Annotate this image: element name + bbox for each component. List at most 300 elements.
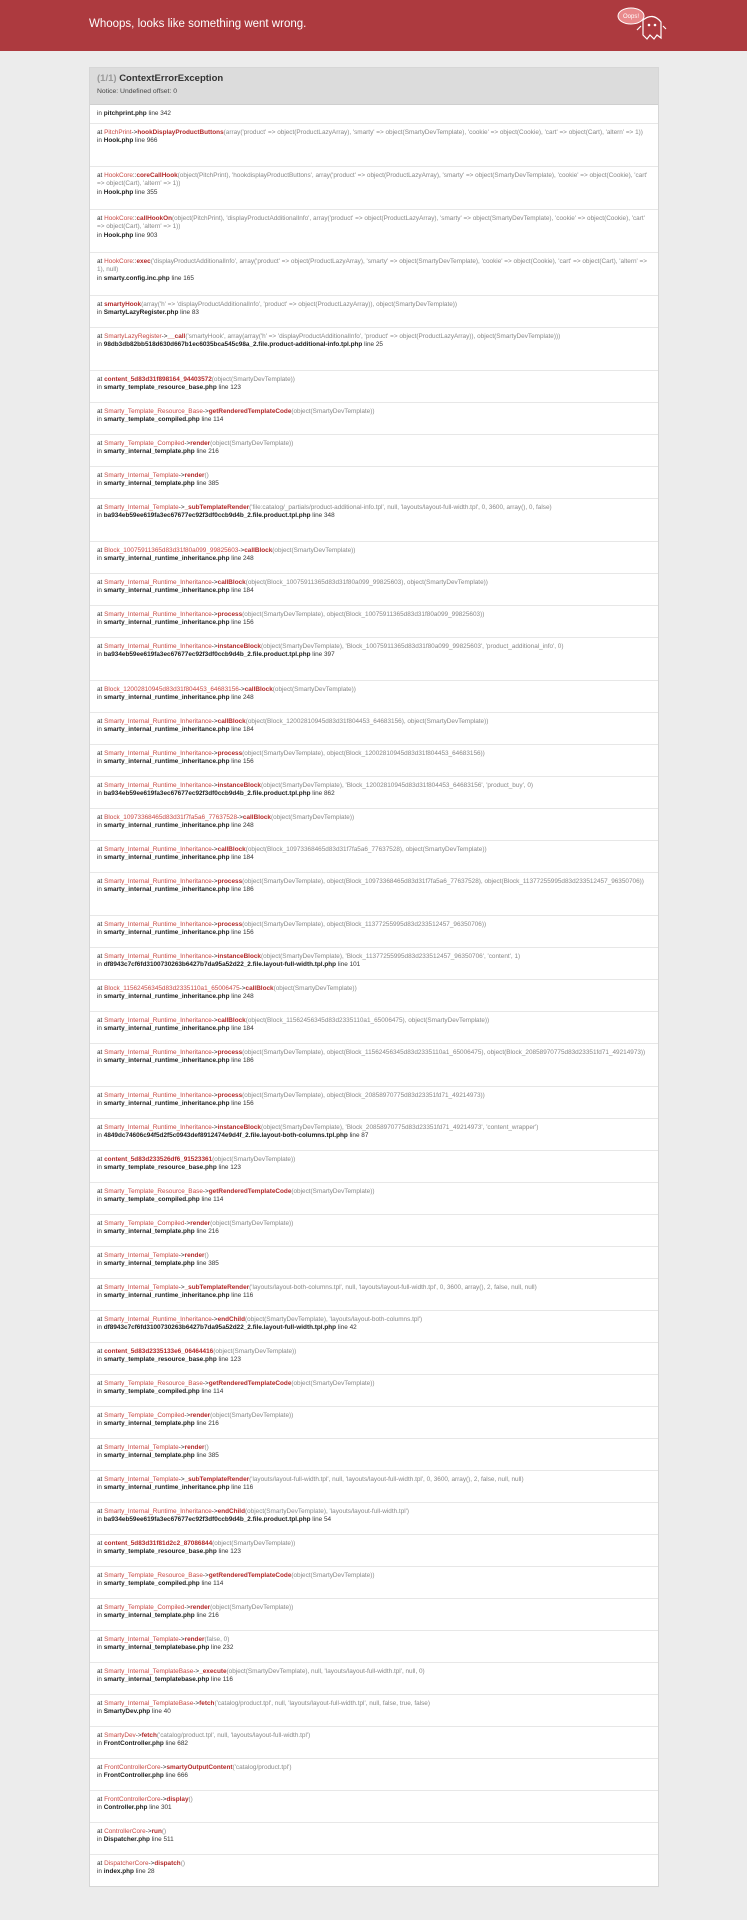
stack-frame	[90, 1438, 658, 1470]
frame-function[interactable]: content_5d83d31f898164_94403572	[104, 376, 212, 383]
frame-operator: ->	[202, 408, 209, 415]
frame-location	[97, 480, 651, 488]
stack-frame	[90, 1598, 658, 1630]
frame-at: at	[97, 579, 103, 586]
frame-class[interactable]: Smarty_Template_Compiled	[104, 440, 185, 447]
stack-frame	[90, 1758, 658, 1790]
stack-frame	[90, 680, 658, 712]
frame-file[interactable]: smarty.config.inc.php	[103, 274, 170, 282]
frame-function[interactable]: run	[151, 1828, 162, 1835]
frame-function[interactable]: getRenderedTemplateCode	[208, 1188, 292, 1195]
frame-at: at	[97, 1636, 103, 1643]
frame-location	[97, 1548, 651, 1556]
frame-at: at	[97, 814, 103, 821]
frame-function[interactable]: process	[217, 921, 243, 928]
frame-file[interactable]: FrontController.php	[103, 1772, 164, 1780]
frame-file[interactable]: smarty_internal_runtime_inheritance.php	[103, 854, 230, 862]
frame-args: (object(SmartyDevTemplate), 'Block_11377255995d83d233512457_96350706', 'content', 1)	[260, 953, 521, 960]
frame-function[interactable]: render	[184, 1444, 205, 1451]
frame-at: at	[97, 1604, 103, 1611]
frame-location	[97, 726, 651, 734]
frame-call	[97, 1476, 651, 1484]
frame-at: at	[97, 878, 103, 885]
frame-class[interactable]: Smarty_Internal_Template	[104, 1444, 179, 1451]
frame-line: line 862	[312, 790, 335, 798]
frame-function[interactable]: endChild	[217, 1316, 245, 1323]
frame-operator: ->	[211, 1092, 218, 1099]
frame-class[interactable]: Smarty_Internal_Runtime_Inheritance	[104, 643, 212, 650]
frame-in: in	[97, 1644, 102, 1652]
frame-file[interactable]: smarty_internal_runtime_inheritance.php	[103, 993, 230, 1001]
frame-function[interactable]: getRenderedTemplateCode	[208, 408, 292, 415]
frame-location	[97, 384, 651, 392]
frame-class[interactable]: ControllerCore	[104, 1828, 146, 1835]
frame-line: line 83	[180, 309, 199, 317]
frame-line: line 186	[231, 1057, 254, 1065]
frame-file[interactable]: smarty_template_compiled.php	[103, 1388, 200, 1396]
frame-function[interactable]: callBlock	[244, 686, 273, 693]
frame-operator: ->	[178, 1636, 185, 1643]
frame-at: at	[97, 718, 103, 725]
frame-function[interactable]: callBlock	[217, 579, 246, 586]
frame-call	[97, 172, 651, 189]
frame-class[interactable]: Smarty_Internal_Runtime_Inheritance	[104, 1017, 212, 1024]
frame-class[interactable]: Smarty_Template_Resource_Base	[104, 1572, 203, 1579]
frame-in: in	[97, 929, 102, 937]
frame-class[interactable]: Smarty_Internal_Runtime_Inheritance	[104, 718, 212, 725]
stack-frame	[90, 1790, 658, 1822]
frame-class[interactable]: Smarty_Internal_TemplateBase	[104, 1700, 194, 1707]
frame-class[interactable]: Block_10973368465d83d31f7fa5a6_77637528	[104, 814, 238, 821]
frame-class[interactable]: FrontControllerCore	[104, 1764, 161, 1771]
frame-in: in	[97, 1057, 102, 1065]
frame-operator: ->	[184, 440, 191, 447]
frame-line: line 184	[231, 854, 254, 862]
frame-location	[97, 1676, 651, 1684]
frame-function[interactable]: hookDisplayProductButtons	[137, 129, 224, 136]
frame-call	[97, 1412, 651, 1420]
frame-file[interactable]: Hook.php	[103, 231, 134, 239]
stack-frame	[90, 979, 658, 1011]
frame-in: in	[97, 1164, 102, 1172]
frame-at: at	[97, 376, 103, 383]
frame-class[interactable]: Smarty_Internal_TemplateBase	[104, 1668, 194, 1675]
frame-file[interactable]: smarty_internal_template.php	[103, 1228, 195, 1236]
frame-file[interactable]: smarty_internal_runtime_inheritance.php	[103, 886, 230, 894]
frame-class[interactable]: Smarty_Internal_Runtime_Inheritance	[104, 1508, 212, 1515]
frame-function[interactable]: callBlock	[217, 718, 246, 725]
frame-file[interactable]: pitchprint.php	[103, 110, 147, 117]
frame-line: line 25	[364, 341, 383, 349]
frame-line: line 248	[231, 822, 254, 830]
frame-args: ('layouts/layout-full-width.tpl', null, 'layouts/layout-full-width.tpl', 0, 3600, array(), 2, false, null, null)	[249, 1476, 524, 1483]
frame-file[interactable]: smarty_template_resource_base.php	[103, 1548, 217, 1556]
frame-class[interactable]: Smarty_Internal_Runtime_Inheritance	[104, 878, 212, 885]
frame-file[interactable]: smarty_template_resource_base.php	[103, 384, 217, 392]
frame-operator: ->	[202, 1572, 209, 1579]
frame-file[interactable]: smarty_internal_runtime_inheritance.php	[103, 1292, 230, 1300]
frame-file[interactable]: index.php	[103, 1868, 134, 1876]
frame-at: at	[97, 1017, 103, 1024]
frame-line: line 116	[231, 1484, 254, 1492]
frame-class[interactable]: FrontControllerCore	[104, 1796, 161, 1803]
frame-file[interactable]: Hook.php	[103, 137, 134, 145]
frame-file[interactable]: Dispatcher.php	[103, 1836, 150, 1844]
frame-args: (object(SmartyDevTemplate))	[213, 1348, 297, 1355]
frame-in: in	[97, 1868, 102, 1876]
frame-in: in	[97, 1676, 102, 1684]
frame-file[interactable]: Hook.php	[103, 188, 134, 196]
frame-operator: ->	[178, 1284, 185, 1291]
frame-operator: ->	[160, 1764, 167, 1771]
frame-function[interactable]: _subTemplateRender	[184, 1284, 250, 1291]
frame-class[interactable]: HookCore	[104, 258, 133, 265]
frame-args: ('smartyHook', array(array('h' => 'displayProductAdditionalInfo', 'product' => object(ProductLazyArray)), object(SmartyDevTemplate)))	[185, 333, 561, 340]
frame-class[interactable]: PitchPrint	[104, 129, 132, 136]
stack-frame	[90, 1310, 658, 1342]
frame-file[interactable]: smarty_internal_templatebase.php	[103, 1644, 210, 1652]
frame-file[interactable]: FrontController.php	[103, 1740, 164, 1748]
frame-class[interactable]: Smarty_Internal_Runtime_Inheritance	[104, 579, 212, 586]
frame-at: at	[97, 129, 103, 136]
frame-in: in	[97, 1484, 102, 1492]
frame-class[interactable]: Smarty_Internal_Runtime_Inheritance	[104, 846, 212, 853]
frame-line: line 511	[151, 1836, 174, 1844]
frame-file[interactable]: smarty_internal_template.php	[103, 1260, 195, 1268]
frame-function[interactable]: content_5d83d2335133e6_06464416	[104, 1348, 214, 1355]
frame-in: in	[97, 1548, 102, 1556]
frame-operator: ->	[211, 1316, 218, 1323]
frame-class[interactable]: Smarty_Template_Compiled	[104, 1604, 185, 1611]
frame-line: line 385	[196, 1260, 219, 1268]
frame-class[interactable]: Smarty_Template_Resource_Base	[104, 1188, 203, 1195]
frame-in: in	[97, 555, 102, 563]
frame-call	[97, 1348, 651, 1356]
frame-file[interactable]: SmartyLazyRegister.php	[103, 309, 179, 317]
frame-file[interactable]: smarty_template_resource_base.php	[103, 1164, 217, 1172]
frame-file[interactable]: smarty_internal_template.php	[103, 1420, 195, 1428]
frame-file[interactable]: ba934eb59ee619fa3ec67677ec92f3df0ccb9d4b_2.file.product.tpl.php	[103, 790, 311, 798]
frame-class[interactable]: HookCore	[104, 172, 133, 179]
frame-at: at	[97, 611, 103, 618]
frame-class[interactable]: Block_12002810945d83d31f804453_64683156	[104, 686, 239, 693]
frame-file[interactable]: smarty_internal_runtime_inheritance.php	[103, 1057, 230, 1065]
frame-at: at	[97, 504, 103, 511]
frame-at: at	[97, 846, 103, 853]
frame-call	[97, 1636, 651, 1644]
frame-operator: ->	[178, 472, 185, 479]
frame-operator: ->	[135, 1732, 142, 1739]
frame-class[interactable]: Smarty_Internal_Template	[104, 1284, 179, 1291]
frame-file[interactable]: ba934eb59ee619fa3ec67677ec92f3df0ccb9d4b_2.file.product.tpl.php	[103, 1516, 311, 1524]
frame-in: in	[97, 1612, 102, 1620]
frame-function[interactable]: getRenderedTemplateCode	[208, 1572, 292, 1579]
frame-function[interactable]: process	[217, 1049, 243, 1056]
frame-location	[97, 619, 651, 627]
frame-at: at	[97, 1124, 103, 1131]
frame-function[interactable]: process	[217, 611, 243, 618]
frame-function[interactable]: render	[190, 440, 211, 447]
frame-file[interactable]: smarty_template_compiled.php	[103, 416, 200, 424]
stack-frame	[90, 209, 658, 252]
stack-frame	[90, 1822, 658, 1854]
frame-in: in	[97, 416, 102, 424]
frame-in: in	[97, 231, 102, 239]
frame-class[interactable]: Smarty_Template_Resource_Base	[104, 1380, 203, 1387]
frame-location	[97, 993, 651, 1001]
frame-call	[97, 921, 651, 929]
stack-frame	[90, 1406, 658, 1438]
stack-frame	[90, 808, 658, 840]
frame-in: in	[97, 384, 102, 392]
frame-line: line 184	[231, 1025, 254, 1033]
frame-function[interactable]: instanceBlock	[217, 782, 261, 789]
frame-call	[97, 1796, 651, 1804]
frame-args: (object(SmartyDevTemplate))	[210, 1412, 294, 1419]
frame-file[interactable]: smarty_internal_runtime_inheritance.php	[103, 1025, 230, 1033]
frame-file[interactable]: smarty_template_compiled.php	[103, 1196, 200, 1204]
frame-location	[97, 854, 651, 862]
frame-file[interactable]: ba934eb59ee619fa3ec67677ec92f3df0ccb9d4b_2.file.product.tpl.php	[103, 512, 311, 520]
frame-in: in	[97, 1292, 102, 1300]
stack-frame	[90, 1534, 658, 1566]
frame-file[interactable]: smarty_internal_runtime_inheritance.php	[103, 822, 230, 830]
frame-class[interactable]: Smarty_Internal_Runtime_Inheritance	[104, 921, 212, 928]
frame-in: in	[97, 341, 102, 349]
frame-operator: ->	[193, 1700, 200, 1707]
frame-class[interactable]: Smarty_Internal_Runtime_Inheritance	[104, 1092, 212, 1099]
stack-frame	[90, 1246, 658, 1278]
frame-function[interactable]: content_5d83d31f81d2c2_87086844	[104, 1540, 213, 1547]
frame-function[interactable]: callBlock	[217, 1017, 246, 1024]
frame-in: in	[97, 137, 102, 145]
frame-class[interactable]: Smarty_Internal_Runtime_Inheritance	[104, 750, 212, 757]
stack-frame	[90, 1150, 658, 1182]
frame-line: line 116	[211, 1676, 233, 1684]
frame-args: (object(SmartyDevTemplate))	[272, 547, 356, 554]
frame-args: (object(Block_12002810945d83d31f804453_64683156), object(SmartyDevTemplate))	[245, 718, 489, 725]
frame-file[interactable]: 4849dc74606c94f5d2f5c0943def8912474e9d4f_2.file.layout-both-columns.tpl.php	[103, 1132, 348, 1140]
frame-at: at	[97, 643, 103, 650]
frame-in: in	[97, 1772, 102, 1780]
frame-at: at	[97, 1796, 103, 1803]
frame-in: in	[97, 1452, 102, 1460]
frame-function[interactable]: render	[190, 1412, 211, 1419]
frame-location	[97, 232, 651, 240]
frame-operator: ->	[211, 921, 218, 928]
frame-location	[97, 822, 651, 830]
frame-call	[97, 1668, 651, 1676]
frame-class[interactable]: Smarty_Internal_Template	[104, 1636, 179, 1643]
frame-file[interactable]: smarty_template_compiled.php	[103, 1580, 200, 1588]
frame-function[interactable]: instanceBlock	[217, 1124, 261, 1131]
frame-location	[97, 1228, 651, 1236]
frame-args: ()	[204, 1444, 209, 1451]
frame-args: ('catalog/product.tpl', null, 'layouts/layout-full-width.tpl')	[156, 1732, 311, 1739]
frame-args: (object(SmartyDevTemplate))	[273, 985, 357, 992]
frame-function[interactable]: dispatch	[154, 1860, 181, 1867]
frame-class[interactable]: Smarty_Internal_Template	[104, 504, 179, 511]
frame-class[interactable]: Smarty_Template_Resource_Base	[104, 408, 203, 415]
frame-function[interactable]: __call	[167, 333, 186, 340]
frame-class[interactable]: Smarty_Internal_Template	[104, 1252, 179, 1259]
frame-function[interactable]: instanceBlock	[217, 643, 261, 650]
frame-file[interactable]: Controller.php	[103, 1804, 148, 1812]
frame-function[interactable]: coreCallHook	[136, 172, 178, 179]
frame-in: in	[97, 1740, 102, 1748]
frame-location	[97, 275, 651, 283]
frame-file[interactable]: 98db3db82bb518d630d667b1ec6035bca545c98a_2.file.product-additional-info.tpl.php	[103, 341, 363, 349]
frame-function[interactable]: fetch	[141, 1732, 157, 1739]
frame-class[interactable]: Smarty_Internal_Runtime_Inheritance	[104, 1049, 212, 1056]
frame-location	[97, 1612, 651, 1620]
stack-frame	[90, 1374, 658, 1406]
frame-function[interactable]: instanceBlock	[217, 953, 261, 960]
frame-function[interactable]: process	[217, 1092, 243, 1099]
frame-file[interactable]: smarty_internal_template.php	[103, 1452, 195, 1460]
stack-frame	[90, 1662, 658, 1694]
frame-file[interactable]: smarty_template_resource_base.php	[103, 1356, 217, 1364]
frame-file[interactable]: smarty_internal_runtime_inheritance.php	[103, 929, 230, 937]
frame-function[interactable]: _subTemplateRender	[184, 1476, 250, 1483]
frame-file[interactable]: smarty_internal_template.php	[103, 448, 195, 456]
frame-in: in	[97, 790, 102, 798]
frame-function[interactable]: getRenderedTemplateCode	[208, 1380, 292, 1387]
frame-function[interactable]: callBlock	[244, 547, 273, 554]
frame-file[interactable]: smarty_internal_template.php	[103, 480, 195, 488]
frame-line: line 301	[149, 1804, 172, 1812]
frame-call	[97, 1049, 651, 1057]
frame-function[interactable]: callBlock	[242, 814, 271, 821]
frame-args: (object(SmartyDevTemplate), object(Block_20858970775d83d23351fd71_49214973))	[242, 1092, 485, 1099]
frame-file[interactable]: smarty_internal_runtime_inheritance.php	[103, 587, 230, 595]
frame-function[interactable]: callBlock	[245, 985, 274, 992]
frame-in: in	[97, 993, 102, 1001]
frame-at: at	[97, 1316, 103, 1323]
frame-operator: ->	[238, 547, 245, 554]
frame-file[interactable]: SmartyDev.php	[103, 1708, 151, 1716]
frame-line: line 101	[337, 961, 361, 969]
frame-function[interactable]: render	[190, 1220, 211, 1227]
error-header	[0, 0, 747, 51]
frame-function[interactable]: _subTemplateRender	[184, 504, 250, 511]
frame-class[interactable]: Smarty_Template_Compiled	[104, 1412, 185, 1419]
frame-class[interactable]: Block_10075911365d83d31f80a099_99825603	[104, 547, 239, 554]
frame-in: in	[97, 651, 102, 659]
frame-call	[97, 1700, 651, 1708]
frame-operator: ->	[211, 1049, 218, 1056]
frame-file[interactable]: smarty_internal_runtime_inheritance.php	[103, 694, 230, 702]
frame-class[interactable]: Smarty_Template_Compiled	[104, 1220, 185, 1227]
frame-file[interactable]: df8943c7cf6fd3100730263b6427b7da95a52d22_2.file.layout-full-width.tpl.php	[103, 961, 337, 969]
frame-function[interactable]: render	[184, 472, 205, 479]
frame-function[interactable]: process	[217, 878, 243, 885]
frame-operator: ->	[178, 1444, 185, 1451]
frame-file[interactable]: smarty_internal_runtime_inheritance.php	[103, 1484, 230, 1492]
frame-function[interactable]: content_5d83d233526df6_91523361	[104, 1156, 213, 1163]
frame-in: in	[97, 1580, 102, 1588]
frame-function[interactable]: display	[166, 1796, 189, 1803]
frame-function[interactable]: render	[184, 1636, 205, 1643]
frame-line: line 114	[201, 416, 224, 424]
frame-at: at	[97, 1508, 103, 1515]
stack-frame	[90, 123, 658, 166]
stack-frame	[90, 402, 658, 434]
frame-function[interactable]: smartyOutputContent	[166, 1764, 233, 1771]
frame-operator: ->	[211, 643, 218, 650]
frame-function[interactable]: exec	[136, 258, 151, 265]
frame-function[interactable]: _execute	[199, 1668, 227, 1675]
frame-call	[97, 1860, 651, 1868]
frame-class[interactable]: Smarty_Internal_Runtime_Inheritance	[104, 1316, 212, 1323]
frame-call	[97, 1732, 651, 1740]
frame-in: in	[97, 1260, 102, 1268]
frame-class[interactable]: Smarty_Internal_Runtime_Inheritance	[104, 1124, 212, 1131]
frame-operator: ->	[202, 1188, 209, 1195]
frame-class[interactable]: Block_11562456345d83d2335110a1_65006475	[104, 985, 240, 992]
frame-call	[97, 1220, 651, 1228]
frame-file[interactable]: smarty_internal_runtime_inheritance.php	[103, 555, 230, 563]
frame-class[interactable]: HookCore	[104, 215, 133, 222]
frame-function[interactable]: callHookOn	[136, 215, 172, 222]
frame-class[interactable]: SmartyLazyRegister	[104, 333, 162, 340]
frame-args: (object(SmartyDevTemplate), 'layouts/layout-full-width.tpl')	[244, 1508, 410, 1515]
frame-line: line 123	[218, 1164, 241, 1172]
stack-frame	[90, 712, 658, 744]
frame-in: in	[97, 448, 102, 456]
frame-args: (object(SmartyDevTemplate))	[211, 376, 295, 383]
frame-line: line 216	[196, 1612, 219, 1620]
frame-args: (object(SmartyDevTemplate))	[291, 408, 375, 415]
frame-file[interactable]: smarty_internal_templatebase.php	[103, 1676, 210, 1684]
frame-function[interactable]: process	[217, 750, 243, 757]
frame-file[interactable]: smarty_internal_runtime_inheritance.php	[103, 619, 230, 627]
frame-location	[97, 1356, 651, 1364]
frame-function[interactable]: endChild	[217, 1508, 245, 1515]
frame-call	[97, 1604, 651, 1612]
frame-file[interactable]: smarty_internal_runtime_inheritance.php	[103, 1100, 230, 1108]
frame-function[interactable]: render	[184, 1252, 205, 1259]
frame-class[interactable]: DispatcherCore	[104, 1860, 149, 1867]
frame-file[interactable]: smarty_internal_template.php	[103, 1612, 195, 1620]
frame-file[interactable]: smarty_internal_runtime_inheritance.php	[103, 758, 230, 766]
frame-location	[97, 790, 651, 798]
frame-line: line 355	[135, 188, 158, 196]
frame-function[interactable]: callBlock	[217, 846, 246, 853]
frame-function[interactable]: fetch	[199, 1700, 215, 1707]
frame-function[interactable]: render	[190, 1604, 211, 1611]
frame-operator: ->	[211, 846, 218, 853]
frame-location	[97, 1132, 651, 1140]
frame-class[interactable]: Smarty_Internal_Template	[104, 1476, 179, 1483]
frame-location	[97, 1164, 651, 1172]
frame-function[interactable]: smartyHook	[104, 301, 142, 308]
frame-line: line 385	[196, 1452, 219, 1460]
frame-class[interactable]: Smarty_Internal_Runtime_Inheritance	[104, 782, 212, 789]
frame-file[interactable]: smarty_internal_runtime_inheritance.php	[103, 726, 230, 734]
frame-args: (object(SmartyDevTemplate))	[291, 1380, 375, 1387]
frame-class[interactable]: Smarty_Internal_Template	[104, 472, 179, 479]
frame-file[interactable]: df8943c7cf6fd3100730263b6427b7da95a52d22_2.file.layout-full-width.tpl.php	[103, 1324, 337, 1332]
frame-class[interactable]: Smarty_Internal_Runtime_Inheritance	[104, 953, 212, 960]
stack-frame	[90, 1214, 658, 1246]
frame-file[interactable]: ba934eb59ee619fa3ec67677ec92f3df0ccb9d4b_2.file.product.tpl.php	[103, 651, 311, 659]
frame-line: line 248	[231, 555, 254, 563]
frame-args: (object(Block_11562456345d83d2335110a1_65006475), object(SmartyDevTemplate))	[245, 1017, 490, 1024]
frame-class[interactable]: SmartyDev	[104, 1732, 136, 1739]
frame-location	[97, 189, 651, 197]
frame-class[interactable]: Smarty_Internal_Runtime_Inheritance	[104, 611, 212, 618]
